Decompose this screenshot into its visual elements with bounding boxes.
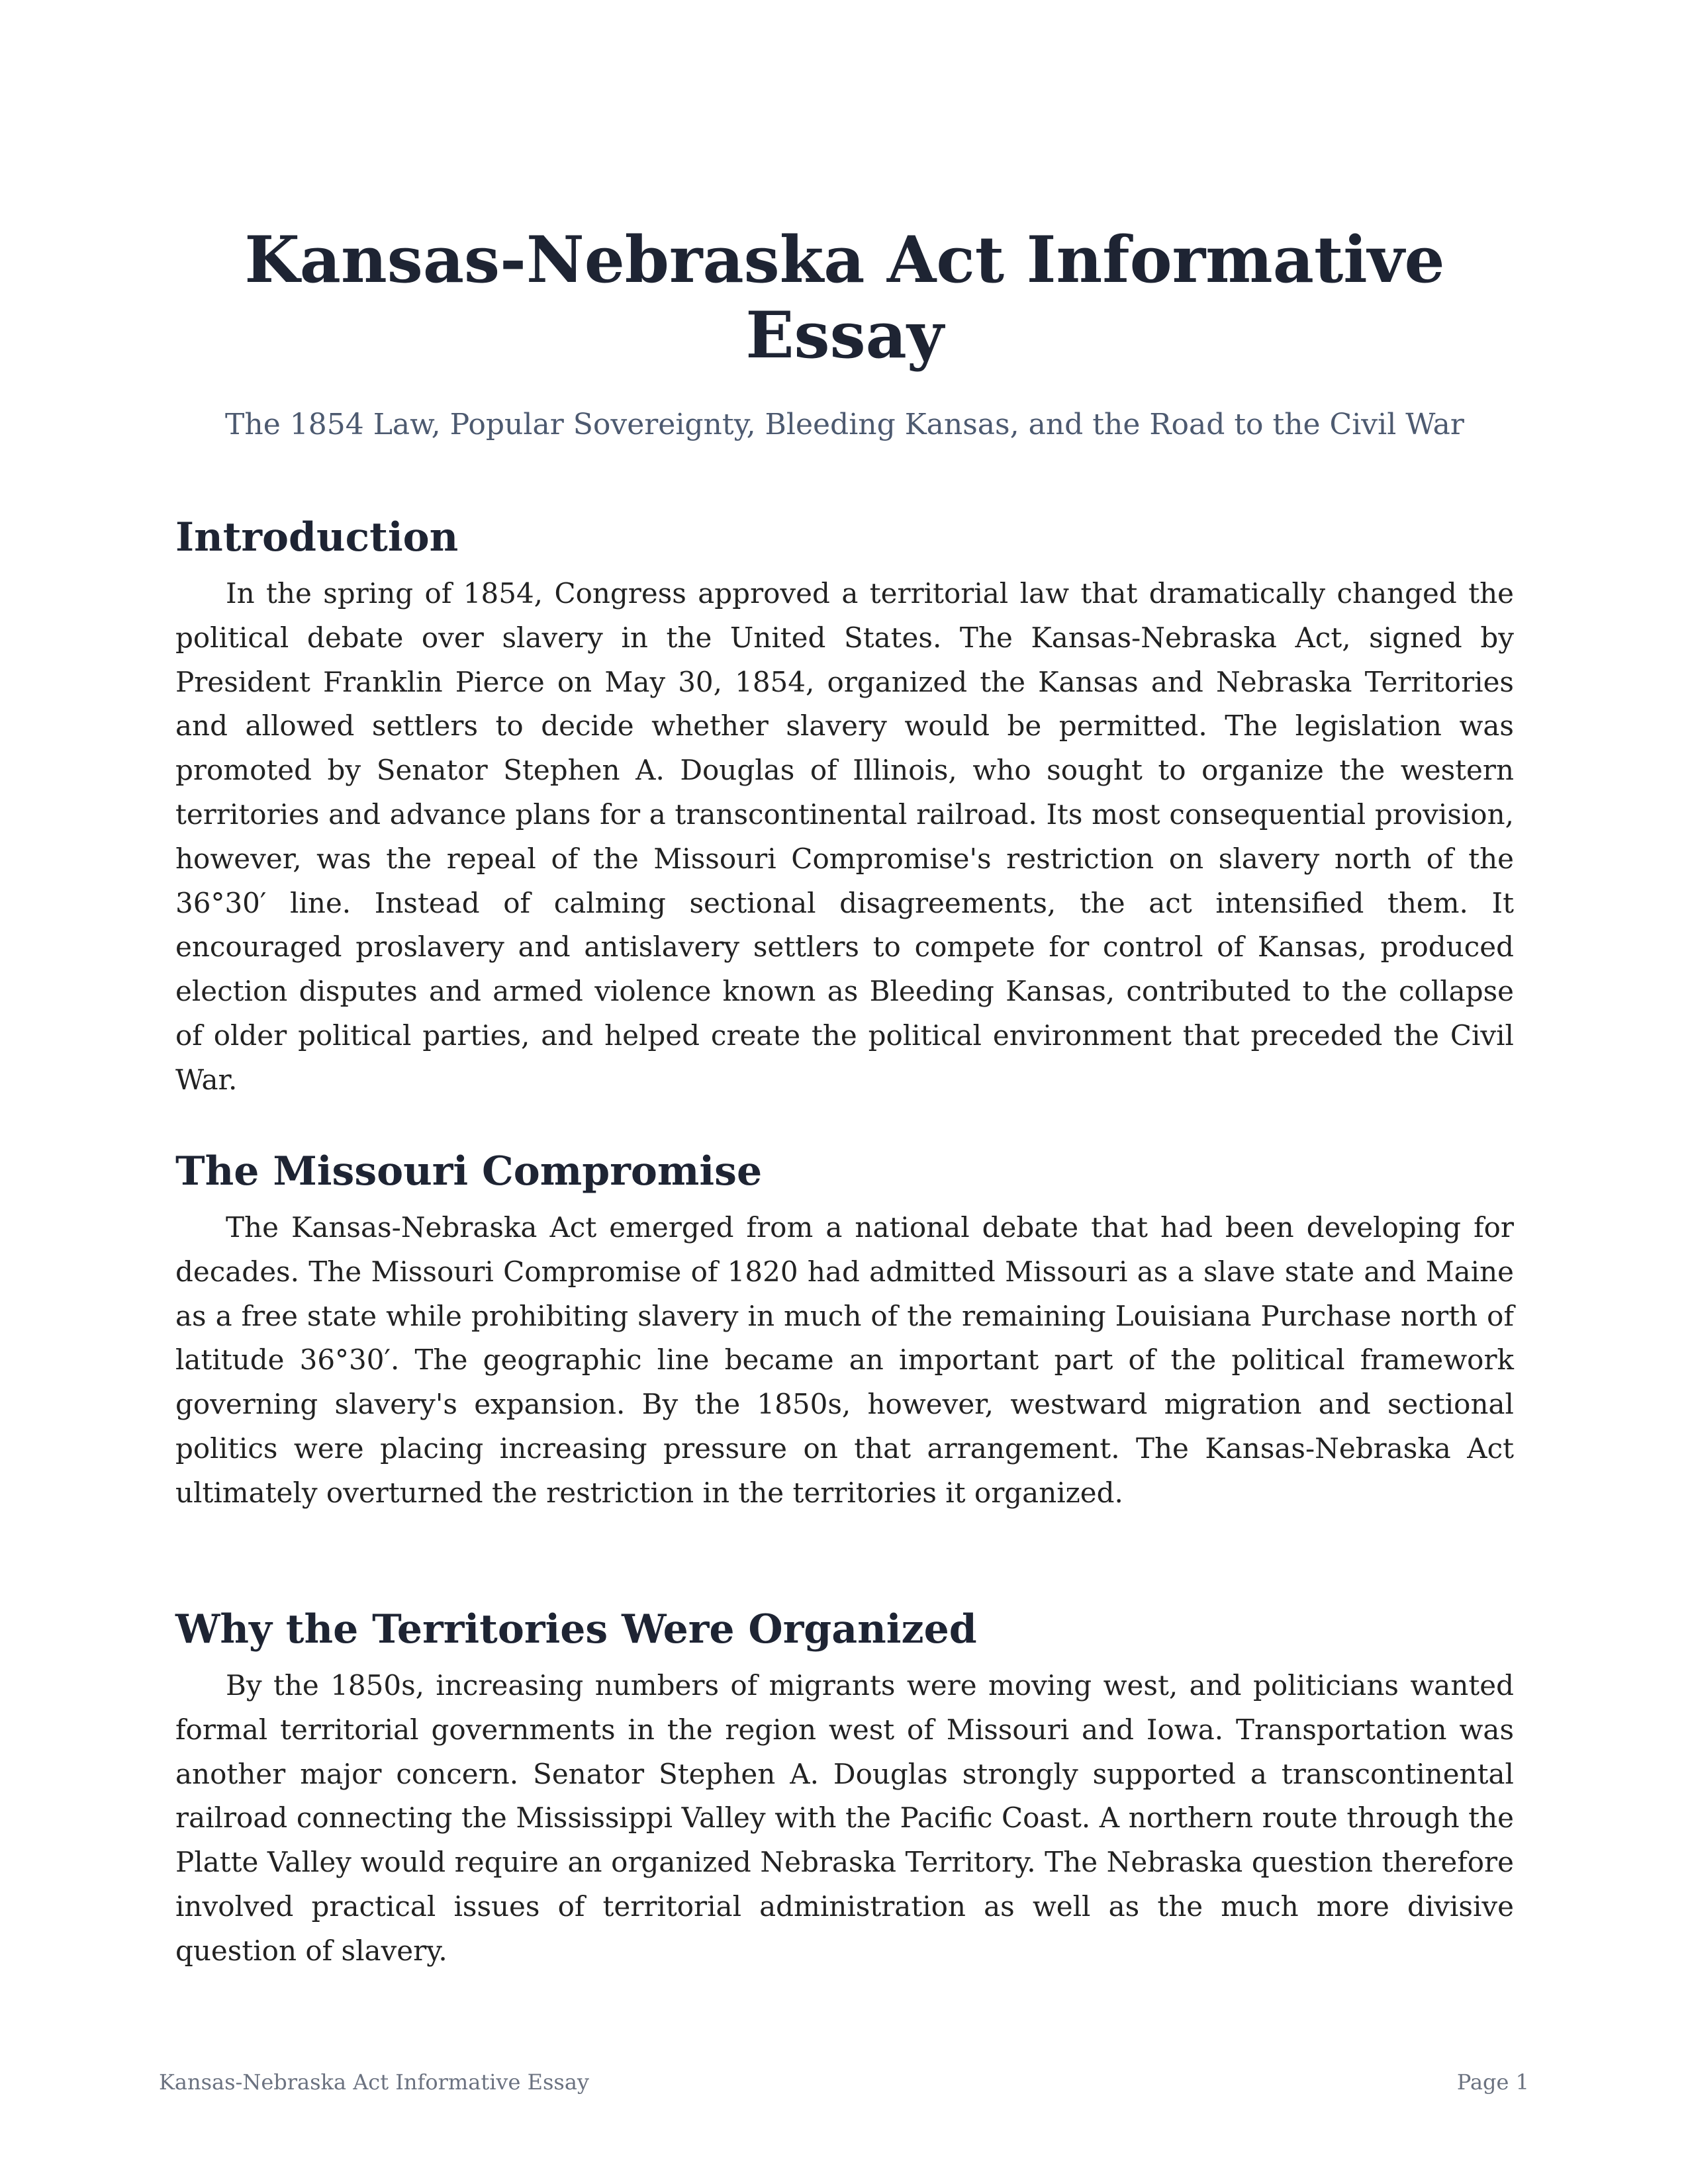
section-heading: Introduction <box>175 514 459 561</box>
section-introduction <box>175 510 1514 1103</box>
document-subtitle: The 1854 Law, Popular Sovereignty, Bleeding Kansas, and the Road to the Civil War <box>225 408 1464 441</box>
section-paragraph: In the spring of 1854, Congress approved a territorial law that dramatically changed the political debate over slavery in the United States. The Kansas-Nebraska Act, signed by President Franklin Pierce on May 30, 1854, organized the Kansas and Nebraska Territories and allowed settlers to decide whether slavery would be permitted. The legislation was promoted by Senator Stephen A. Douglas of Illinois, who sought to organize the western territories and advance plans for a transcontinental railroad. Its most consequential provision, however, was the repeal of the Missouri Compromise's restriction on slavery north of the 36°30′ line. Instead of calming sectional disagreements, the act intensified them. It encouraged proslavery and antislavery settlers to compete for control of Kansas, produced election disputes and armed violence known as Bleeding Kansas, contributed to the collapse of older political parties, and helped create the political environment that preceded the Civil War. <box>175 577 1514 1096</box>
section-territories-organized <box>175 1602 1514 1974</box>
section-heading: The Missouri Compromise <box>175 1148 763 1195</box>
section-heading: Why the Territories Were Organized <box>175 1606 977 1653</box>
document-title: Kansas-Nebraska Act Informative Essay <box>244 222 1445 373</box>
footer-document-title: Kansas-Nebraska Act Informative Essay <box>159 2070 589 2095</box>
section-paragraph: By the 1850s, increasing numbers of migrants were moving west, and politicians wanted formal territorial governments in the region west of Missouri and Iowa. Transportation was another major concern. Senator Stephen A. Douglas strongly supported a transcontinental railroad connecting the Mississippi Valley with the Pacific Coast. A northern route through the Platte Valley would require an organized Nebraska Territory. The Nebraska question therefore involved practical issues of territorial administration as well as the much more divisive question of slavery. <box>175 1669 1514 1967</box>
section-paragraph: The Kansas-Nebraska Act emerged from a national debate that had been developing for decades. The Missouri Compromise of 1820 had admitted Missouri as a slave state and Maine as a free state while prohibiting slavery in much of the remaining Louisiana Purchase north of latitude 36°30′. The geographic line became an important part of the political framework governing slavery's expansion. By the 1850s, however, westward migration and sectional politics were placing increasing pressure on that arrangement. The Kansas-Nebraska Act ultimately overturned the restriction in the territories it organized. <box>175 1211 1514 1509</box>
footer-page-number: Page 1 <box>1456 2070 1529 2095</box>
section-missouri-compromise <box>175 1144 1514 1516</box>
